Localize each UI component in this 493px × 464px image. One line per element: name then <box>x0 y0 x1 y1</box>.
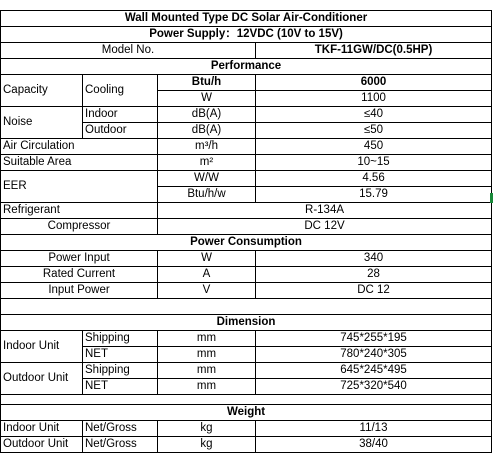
row-label: Noise <box>1 107 83 139</box>
unit-cell: mm <box>158 363 256 379</box>
unit-cell: mm <box>158 379 256 395</box>
table-row <box>1 155 492 171</box>
section-performance <box>1 59 492 75</box>
power-supply-row <box>1 27 492 43</box>
table-row <box>1 331 492 347</box>
section-dimension <box>1 315 492 331</box>
row-sublabel: Indoor <box>83 107 158 123</box>
section-title: Power Consumption <box>1 235 492 251</box>
row-label: EER <box>1 171 158 203</box>
unit-cell: W <box>158 91 256 107</box>
row-label: Air Circulation <box>1 139 158 155</box>
row-label: Suitable Area <box>1 155 158 171</box>
spacer-cell <box>1 299 492 315</box>
row-label: Capacity <box>1 75 83 107</box>
unit-cell: mm <box>158 347 256 363</box>
value-cell: 745*255*195 <box>256 331 492 347</box>
table-row <box>1 283 492 299</box>
row-label: Outdoor Unit <box>1 437 83 453</box>
row-sublabel: Shipping <box>83 331 158 347</box>
title-row <box>1 11 492 27</box>
row-sublabel: Net/Gross <box>83 421 158 437</box>
row-sublabel: Cooling <box>83 75 158 107</box>
table-row <box>1 251 492 267</box>
value-cell: DC 12V <box>158 219 492 235</box>
unit-cell: kg <box>158 437 256 453</box>
value-cell: 4.56 <box>256 171 492 187</box>
unit-cell: m² <box>158 155 256 171</box>
unit-cell: kg <box>158 421 256 437</box>
value-cell: ≤50 <box>256 123 492 139</box>
row-label: Input Power <box>1 283 158 299</box>
model-row <box>1 43 492 59</box>
table-row <box>1 203 492 219</box>
row-label: Rated Current <box>1 267 158 283</box>
row-sublabel: Net/Gross <box>83 437 158 453</box>
row-label: Outdoor Unit <box>1 363 83 395</box>
section-title: Dimension <box>1 315 492 331</box>
unit-cell: dB(A) <box>158 107 256 123</box>
value-cell: ≤40 <box>256 107 492 123</box>
table-row <box>1 421 492 437</box>
table-title: Wall Mounted Type DC Solar Air-Conditioner <box>1 11 492 27</box>
section-title: Performance <box>1 59 492 75</box>
value-cell: 645*245*495 <box>256 363 492 379</box>
row-sublabel: NET <box>83 347 158 363</box>
value-cell: 6000 <box>256 75 492 91</box>
value-cell: 10~15 <box>256 155 492 171</box>
unit-cell: Btu/h/w <box>158 187 256 203</box>
value-cell: 340 <box>256 251 492 267</box>
value-cell: DC 12 <box>256 283 492 299</box>
row-label: Indoor Unit <box>1 331 83 363</box>
row-label: Power Input <box>1 251 158 267</box>
table-row <box>1 219 492 235</box>
unit-cell: W <box>158 251 256 267</box>
unit-cell: A <box>158 267 256 283</box>
value-cell: 15.79 <box>256 187 492 203</box>
unit-cell: mm <box>158 331 256 347</box>
unit-cell: Btu/h <box>158 75 256 91</box>
section-power-consumption <box>1 235 492 251</box>
table-row <box>1 267 492 283</box>
row-label: Indoor Unit <box>1 421 83 437</box>
value-cell: 11/13 <box>256 421 492 437</box>
unit-cell: m³/h <box>158 139 256 155</box>
value-cell: 38/40 <box>256 437 492 453</box>
table-row <box>1 171 492 187</box>
spec-table <box>0 10 492 453</box>
table-row <box>1 437 492 453</box>
spacer-row <box>1 299 492 315</box>
row-sublabel: Outdoor <box>83 123 158 139</box>
row-label: Refrigerant <box>1 203 158 219</box>
model-value: TKF-11GW/DC(0.5HP) <box>256 43 492 59</box>
value-cell: 1100 <box>256 91 492 107</box>
model-label: Model No. <box>1 43 256 59</box>
row-sublabel: Shipping <box>83 363 158 379</box>
section-title: Weight <box>1 405 492 421</box>
table-row <box>1 107 492 123</box>
value-cell: 780*240*305 <box>256 347 492 363</box>
table-row <box>1 75 492 91</box>
spacer-cell <box>1 395 492 405</box>
row-sublabel: NET <box>83 379 158 395</box>
section-weight <box>1 405 492 421</box>
spacer-row <box>1 395 492 405</box>
unit-cell: W/W <box>158 171 256 187</box>
power-supply: Power Supply：12VDC (10V to 15V) <box>1 27 492 43</box>
value-cell: 450 <box>256 139 492 155</box>
unit-cell: dB(A) <box>158 123 256 139</box>
table-row <box>1 363 492 379</box>
value-cell: 725*320*540 <box>256 379 492 395</box>
value-cell: R-134A <box>158 203 492 219</box>
unit-cell: V <box>158 283 256 299</box>
value-cell: 28 <box>256 267 492 283</box>
row-label: Compressor <box>1 219 158 235</box>
table-row <box>1 139 492 155</box>
